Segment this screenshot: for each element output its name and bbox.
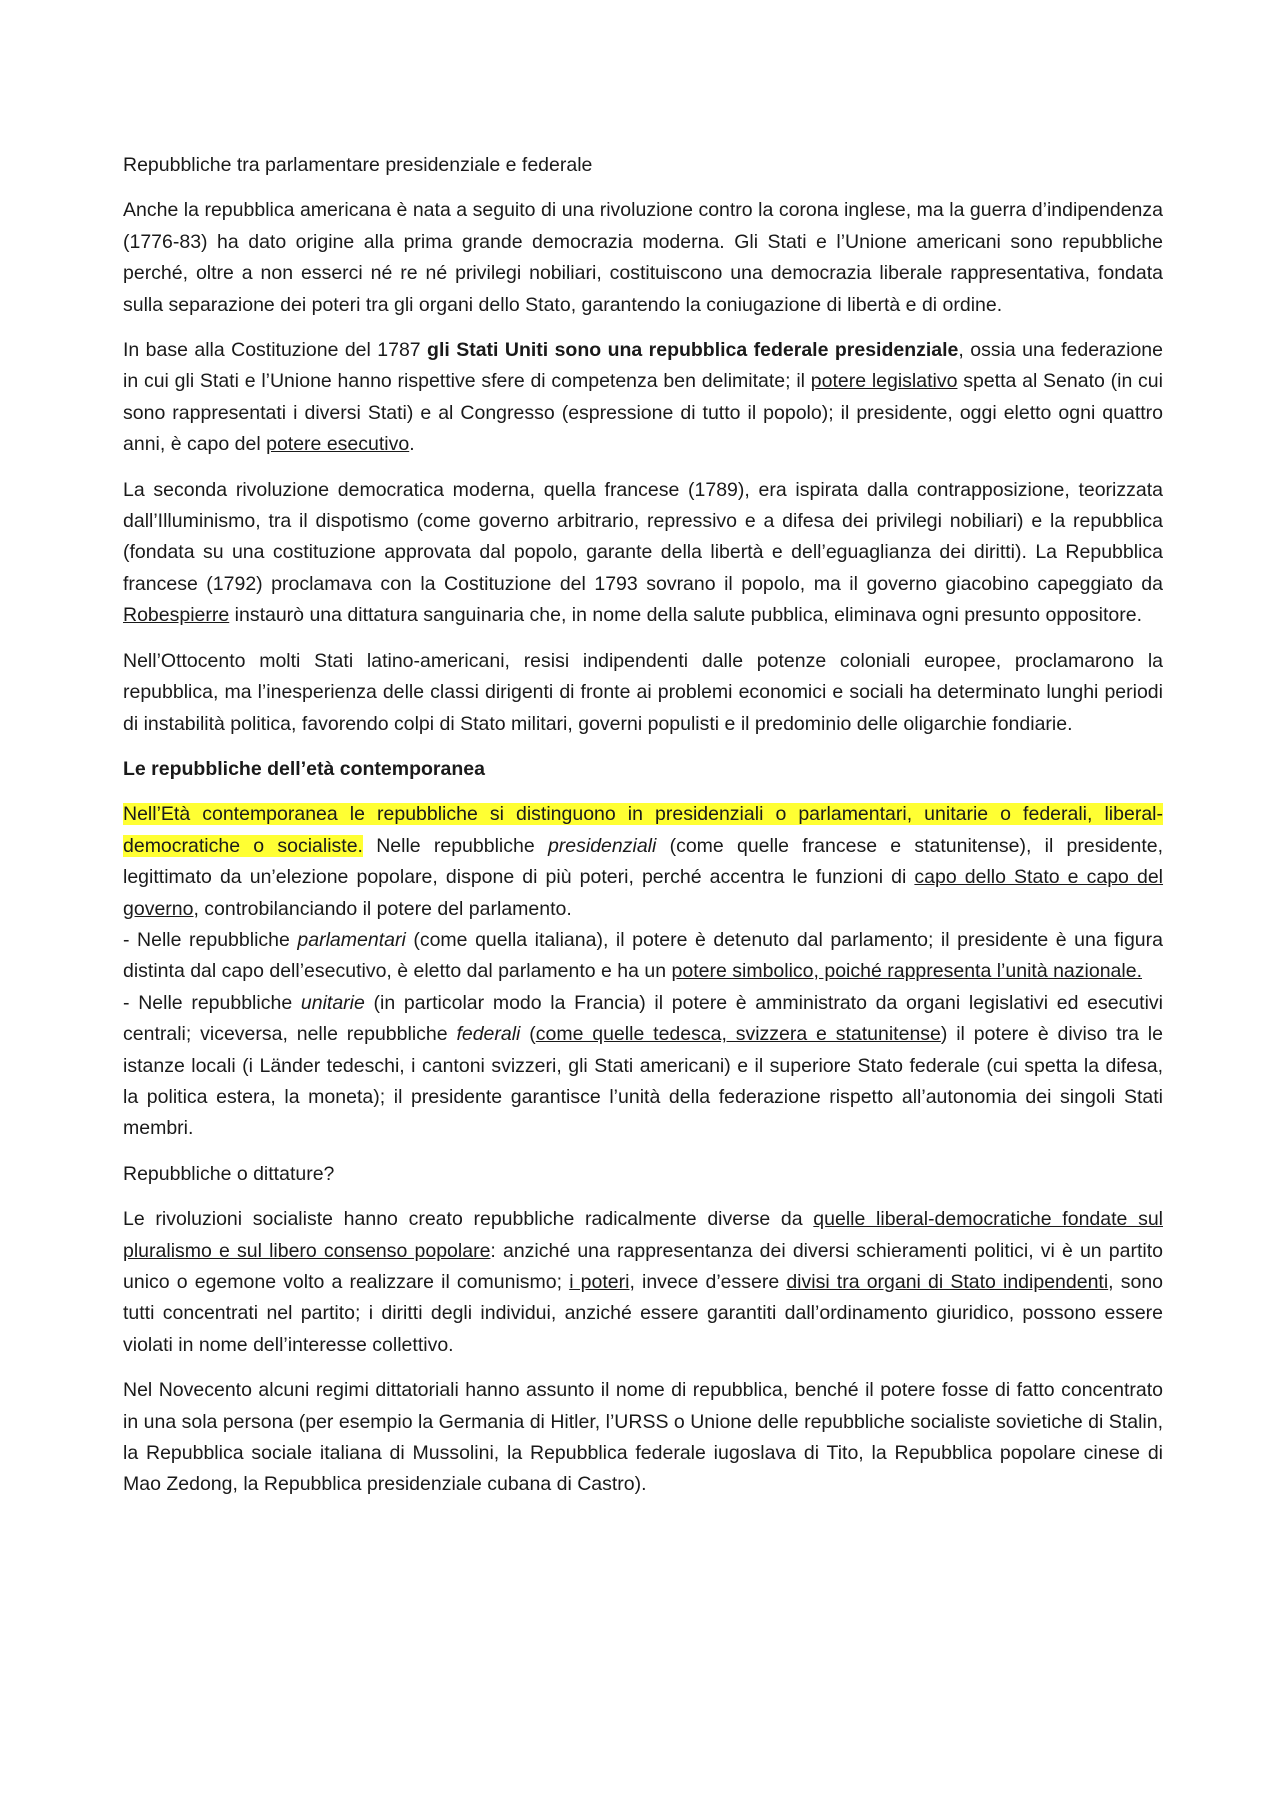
paragraph-parliamentary xyxy=(123,925,1163,988)
text-run: ) il potere è diviso tra le istanze locali (i Länder tedeschi, i cantoni svizzeri, gli Stati americani) e il superiore Stato federale (cui spetta la difesa, la politica estera, la moneta); il presidente garantisce l’unità della federazione rispetto all’autonomia dei singoli Stati membri. xyxy=(123,1023,1163,1140)
document-page xyxy=(123,150,1163,1515)
text-run: , invece d’essere xyxy=(629,1271,787,1293)
text-run: La seconda rivoluzione democratica moderna, quella francese (1789), era ispirata dalla contrapposizione, teorizzata dall’Illuminismo, tra il dispotismo (come governo arbitrario, repressivo e a difesa dei privilegi nobiliari) e la repubblica (fondata su una costituzione approvata dal popolo, garante della libertà e dell’eguaglianza dei diritti). La Repubblica francese (1792) proclamava con la Costituzione del 1793 sovrano il popolo, ma il governo giacobino capeggiato da xyxy=(123,478,1163,595)
text-run: - Nelle repubbliche xyxy=(123,928,298,951)
paragraph-french-revolution xyxy=(123,475,1163,632)
text-run: (in particolar modo la Francia) il potere è amministrato da organi legislativi ed esecutivi centrali; viceversa, nelle repubbliche xyxy=(123,991,1164,1046)
text-run: Le rivoluzioni socialiste hanno creato repubbliche radicalmente diverse da xyxy=(123,1208,814,1231)
paragraph-socialist-revolutions xyxy=(123,1204,1163,1361)
section-heading-contemporary: Le repubbliche dell’età contemporanea xyxy=(123,757,485,780)
text-run: spetta al Senato (in cui sono rappresentati i diversi Stati) e al Congresso (espressione di tutto il popolo); il presidente, oggi eletto ogni quattro anni, è capo del xyxy=(123,370,1163,456)
underlined-text: quelle liberal-democratiche fondate sul pluralismo e sul libero consenso popolare xyxy=(123,1208,1163,1262)
text-run: , sono tutti concentrati nel partito; i diritti degli individui, anziché essere garantiti dall’ordinamento giuridico, possono essere violati in nome dell’interesse collettivo. xyxy=(123,1271,1164,1356)
highlighted-text: Nell’Età contemporanea le repubbliche si distinguono in presidenziali o parlamentari, unitarie o federali, liberal-democratiche o socialiste. xyxy=(123,803,1163,857)
document-title: Repubbliche tra parlamentare presidenziale e federale xyxy=(123,154,593,176)
underlined-text: potere simbolico, poiché rappresenta l’unità nazionale. xyxy=(671,960,1142,983)
text-run: instaurò una dittatura sanguinaria che, in nome della salute pubblica, eliminava ogni presunto oppositore. xyxy=(229,604,1142,627)
text-run: (come quelle francese e statunitense), il presidente, legittimato da un’elezione popolare, dispone di più poteri, perché accentra le funzioni di xyxy=(123,834,1164,889)
underlined-text: capo dello Stato e capo del governo xyxy=(123,866,1164,920)
underlined-text: Robespierre xyxy=(123,604,230,627)
underlined-text: come quelle tedesca, svizzera e statunitense xyxy=(535,1023,941,1046)
italic-text: parlamentari xyxy=(297,928,406,951)
paragraph-latin-america: Nell’Ottocento molti Stati latino-americani, resisi indipendenti dalle potenze coloniali europee, proclamarono la repubblica, ma l’inesperienza delle classi dirigenti di fronte ai problemi economici e sociali ha determinato lunghi periodi di instabilità politica, favorendo colpi di Stato militari, governi populisti e il predominio delle oligarchie fondiarie. xyxy=(123,649,1163,735)
section-heading-dictatorships: Repubbliche o dittature? xyxy=(123,1162,335,1185)
text-run: : anziché una rappresentanza dei diversi schieramenti politici, vi è un partito unico o egemone volto a realizzare il comunismo; xyxy=(123,1239,1163,1293)
text-run: - Nelle repubbliche xyxy=(123,991,301,1014)
paragraph-unitary-federal xyxy=(123,988,1163,1145)
paragraph-presidential xyxy=(123,799,1163,925)
paragraph-us-constitution xyxy=(123,335,1163,461)
text-run: In base alla Costituzione del 1787 xyxy=(123,339,428,362)
underlined-text: potere legislativo xyxy=(810,370,958,393)
text-run: , ossia una federazione in cui gli Stati e l’Unione hanno rispettive sfere di competenza ben delimitate; il xyxy=(123,339,1164,393)
text-run: ( xyxy=(520,1023,536,1046)
underlined-text: potere esecutivo xyxy=(266,433,410,456)
text-run: (come quella italiana), il potere è detenuto dal parlamento; il presidente è una figura distinta dal capo dell’esecutivo, è eletto dal parlamento e ha un xyxy=(123,928,1163,983)
paragraph-american-republic: Anche la repubblica americana è nata a seguito di una rivoluzione contro la corona inglese, ma la guerra d’indipendenza (1776-83) ha dato origine alla prima grande democrazia moderna. Gli Stati e l’Unione americani sono repubbliche perché, oltre a non esserci né re né privilegi nobiliari, costituiscono una democrazia liberale rappresentativa, fondata sulla separazione dei poteri tra gli organi dello Stato, garantendo la coniugazione di libertà e di ordine. xyxy=(123,199,1163,316)
text-run: . xyxy=(409,433,415,456)
italic-text: unitarie xyxy=(300,991,365,1014)
italic-text: presidenziali xyxy=(547,834,657,857)
underlined-text: i poteri xyxy=(569,1271,630,1293)
paragraph-twentieth-century-regimes: Nel Novecento alcuni regimi dittatoriali hanno assunto il nome di repubblica, benché il potere fosse di fatto concentrato in una sola persona (per esempio la Germania di Hitler, l’URSS o Unione delle repubbliche socialiste sovietiche di Stalin, la Repubblica sociale italiana di Mussolini, la Repubblica federale iugoslava di Tito, la Repubblica popolare cinese di Mao Zedong, la Repubblica presidenziale cubana di Castro). xyxy=(123,1379,1163,1496)
underlined-text: divisi tra organi di Stato indipendenti xyxy=(786,1271,1109,1293)
italic-text: federali xyxy=(456,1023,521,1046)
text-run: , controbilanciando il potere del parlamento. xyxy=(193,897,572,920)
text-run: Nelle repubbliche xyxy=(362,834,548,857)
bold-text: gli Stati Uniti sono una repubblica federale presidenziale xyxy=(427,339,959,362)
